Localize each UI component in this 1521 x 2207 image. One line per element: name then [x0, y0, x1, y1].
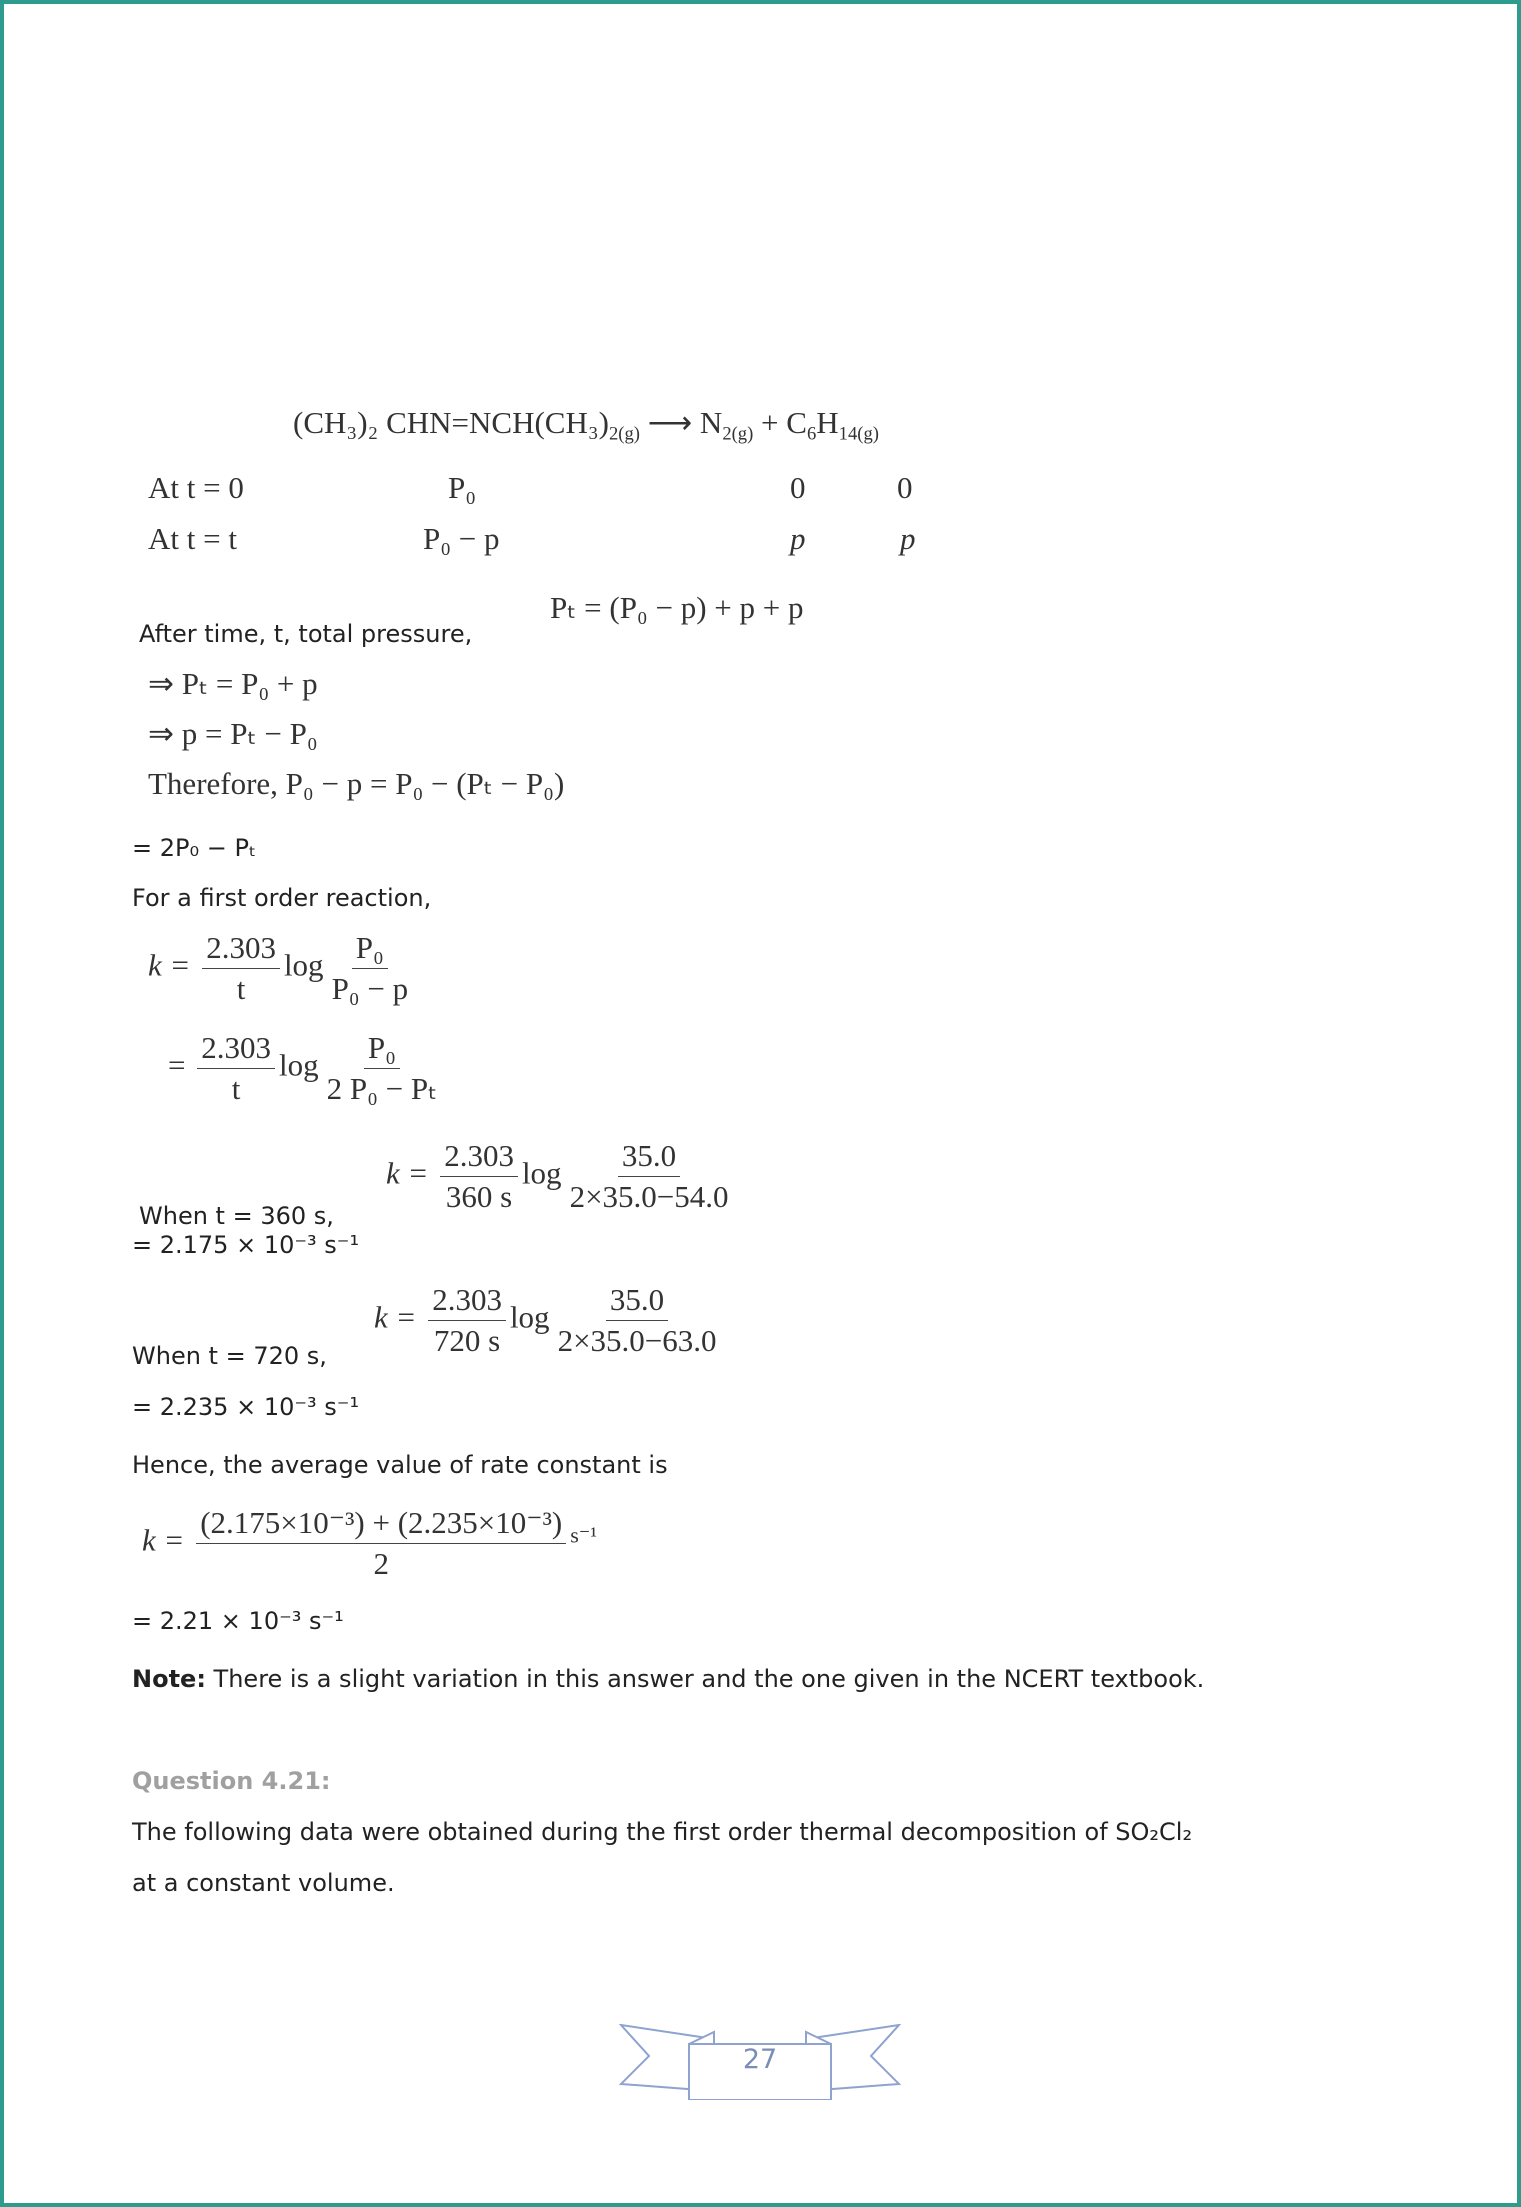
step-3: Therefore, P₀ − p = P₀ − (Pₜ − P₀) [148, 766, 565, 801]
t720-text: When t = 720 s, [132, 1342, 327, 1370]
row-t0-n2: 0 [790, 470, 806, 505]
t360-text: When t = 360 s, [139, 1202, 334, 1230]
log-fraction [323, 1030, 442, 1107]
fraction [202, 930, 280, 1007]
question-title: Question 4.21: [132, 1767, 331, 1795]
product-h-sub: 14(g) [838, 423, 879, 445]
question-line-1: The following data were obtained during the first order thermal decomposition of SO₂Cl₂ [132, 1818, 1193, 1846]
numerator: P₀ [352, 930, 388, 969]
denominator: 2 [373, 1546, 389, 1581]
numerator: 2.303 [440, 1138, 518, 1177]
denominator: t [236, 971, 246, 1006]
average-text: Hence, the average value of rate constant is [132, 1451, 668, 1479]
numerator: 35.0 [606, 1282, 668, 1321]
k-lhs: k = [386, 1155, 429, 1191]
row-tt-n2: p [790, 521, 806, 556]
page-number-badge [619, 2024, 901, 2100]
denominator: 2 P₀ − Pₜ [326, 1071, 438, 1106]
log-fraction [554, 1282, 721, 1359]
total-pressure-eq: Pₜ = (P₀ − p) + p + p [550, 590, 804, 625]
row-tt-c6: p [900, 521, 916, 556]
step-4: = 2P₀ − Pₜ [132, 834, 257, 862]
fraction [197, 1030, 275, 1107]
k-equation-360 [386, 1138, 737, 1215]
note [132, 1665, 1204, 1693]
step-1: ⇒ Pₜ = P₀ + p [148, 666, 318, 701]
k-average-equation [142, 1505, 597, 1582]
row-t0-reactant: P₀ [448, 470, 477, 505]
denominator: 2×35.0−63.0 [557, 1323, 717, 1358]
row-tt-label: At t = t [148, 521, 237, 556]
product-n2: N [699, 405, 723, 440]
k-lhs: k = [374, 1299, 417, 1335]
row-t0-c6: 0 [897, 470, 913, 505]
numerator: 2.303 [197, 1030, 275, 1069]
step-2: ⇒ p = Pₜ − P₀ [148, 716, 318, 751]
question-line-2: at a constant volume. [132, 1869, 395, 1897]
fraction [196, 1505, 566, 1582]
plus: + [761, 405, 779, 440]
row-tt-reactant: P₀ − p [423, 521, 500, 556]
t360-result: = 2.175 × 10⁻³ s⁻¹ [132, 1231, 360, 1259]
k-equation-1 [148, 930, 416, 1007]
numerator: 2.303 [202, 930, 280, 969]
log: log [509, 1299, 550, 1335]
log: log [521, 1155, 562, 1191]
first-order-text: For a first order reaction, [132, 884, 432, 912]
arrow: ⟶ [647, 405, 693, 440]
reactant: (CH₃)₂ CHN=NCH(CH₃) [293, 405, 609, 440]
note-text: There is a slight variation in this answer and the one given in the NCERT textbook. [205, 1665, 1205, 1693]
denominator: 2×35.0−54.0 [569, 1179, 729, 1214]
unit: s⁻¹ [570, 1522, 598, 1548]
product-n2-state: 2(g) [722, 423, 754, 445]
t720-result: = 2.235 × 10⁻³ s⁻¹ [132, 1393, 360, 1421]
product-c-sub: 6 [806, 423, 817, 445]
row-t0-label: At t = 0 [148, 470, 244, 505]
reaction-equation [293, 405, 879, 446]
log-fraction [566, 1138, 733, 1215]
numerator: (2.175×10⁻³) + (2.235×10⁻³) [196, 1505, 566, 1544]
page-number: 27 [742, 2044, 778, 2075]
product-h: H [816, 405, 839, 440]
k-average-result: = 2.21 × 10⁻³ s⁻¹ [132, 1607, 344, 1635]
log-fraction [328, 930, 413, 1007]
product-c: C [786, 405, 807, 440]
log: log [283, 947, 324, 983]
numerator: 35.0 [618, 1138, 680, 1177]
equals: = [168, 1047, 186, 1083]
denominator: P₀ − p [331, 971, 409, 1006]
k-equation-720 [374, 1282, 725, 1359]
denominator: t [231, 1071, 241, 1106]
total-pressure-text: After time, t, total pressure, [139, 620, 473, 648]
reactant-state: 2(g) [608, 423, 640, 445]
denominator: 360 s [445, 1179, 513, 1214]
fraction [440, 1138, 518, 1215]
k-equation-2 [168, 1030, 445, 1107]
k-lhs: k = [142, 1522, 185, 1558]
log: log [278, 1047, 319, 1083]
denominator: 720 s [433, 1323, 501, 1358]
numerator: P₀ [364, 1030, 400, 1069]
k-lhs: k = [148, 947, 191, 983]
numerator: 2.303 [428, 1282, 506, 1321]
note-label: Note: [132, 1665, 206, 1693]
fraction [428, 1282, 506, 1359]
